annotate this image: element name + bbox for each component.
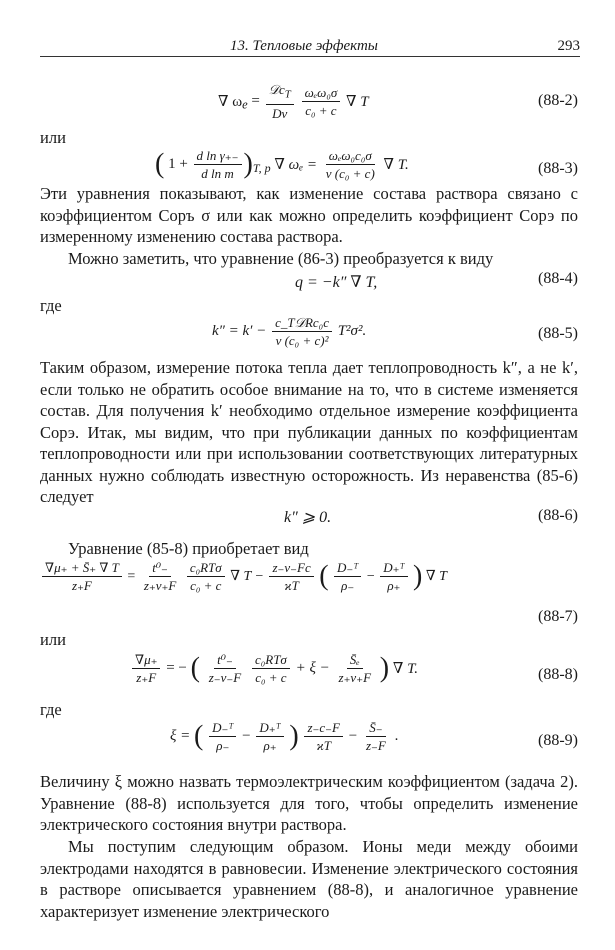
equation-88-9: ξ = ( $\frac{\text{D₋ᵀ}}{\rho_-}$ − $\frac{\text{D₊ᵀ}}{\rho_+}$ ) $\frac{z_-c_-F}{ϰT}$ − $\frac{S̄_-}{z_-F}$ . (88-9) [170,720,578,753]
running-head: 13. Тепловые эффекты [230,38,378,54]
equation-number: (88-7) [538,608,578,625]
paragraph: Мы поступим следующим образом. Ионы меди между обоими электродами находятся в равновесии. Изменение электрического состояния в растворе описывается уравнением (88-8), и аналогичное уравнение характеризует изменение электрического [40,837,578,921]
fraction: $\frac{\text{D₊ᵀ}}{\rho_+}$ [256,720,283,753]
fraction: $\frac{𝒟c_T}{D\nu}$ [266,82,294,121]
equation-88-7: $\frac{\nabla\mu_+ + S̄_+ \nabla T}{z_+F}$ = $\frac{\text{t⁰₋}}{z_+\nu_+F}$ $\frac{\text{c₀RTσ}}{\text{c₀ + c}}$ ∇ T − $\frac{z_-\nu_-Fc}{ϰT}$ ( $\frac{\text{D₋ᵀ}}{\rho_-}$ − $\frac{\text{D₊ᵀ}}{\rho_+}$ ) ∇ T (88-7) [40,560,578,630]
fraction: $\frac{\nabla\mu_+}{z_+F}$ [132,652,160,685]
paragraph: Эти уравнения показывают, как изменение состава раствора связано с коэффициентом Соръ σ или как можно определить коэффициент Сорэ по измеренному изменению состава раствора. [40,184,578,246]
equation-88-3: ( 1 + $\frac{\text{d ln γ₊₋}}{\text{d ln m}}$ )$_{T, p}$ ∇ ωₑ = $\frac{\text{ωₑω₀c₀σ}}{\text{ν (c₀ + c)}}$ ∇ T. (88-3) [155,148,578,181]
fraction: $\frac{z_-\nu_-Fc}{ϰT}$ [269,560,313,593]
fraction: $\frac{\text{ωₑω₀σ}}{\text{c₀ + c}}$ [302,85,341,118]
fraction: $\frac{\text{ωₑω₀c₀σ}}{\text{ν (c₀ + c)}}$ [325,148,375,181]
fraction: $\frac{z_-c_-F}{ϰT}$ [304,720,343,753]
fraction: $\frac{S̄_-}{z_-F}$ [365,720,386,753]
paragraph: Величину ξ можно назвать термоэлектрическим коэффициентом (задача 2). Уравнение (88-8) используется для того, чтобы определить изменение электрического состояния внутри раствора. [40,772,578,834]
fraction: $\frac{\text{D₋ᵀ}}{\rho_-}$ [209,720,236,753]
fraction: $\frac{\text{S̄ₑ}}{z_+\nu_+F}$ [338,652,372,685]
fraction: $\frac{\text{t⁰₋}}{z_+\nu_+F}$ [143,560,177,593]
fraction: $\frac{\text{c\_T𝒟Rc₀c}}{\text{ν (c₀ + c)²}}$ [272,315,332,348]
equation-88-4: q = −k″ ∇ T, (88-4) [295,270,578,291]
page-number: 293 [557,38,580,54]
connector-word: где [40,700,62,719]
equation-88-2: ∇ $\omega_e$ = $\frac{𝒟c_T}{D\nu}$ $\frac{\text{ωₑω₀σ}}{\text{c₀ + c}}$ ∇ T (88-2) [218,82,578,121]
fraction: $\frac{\text{c₀RTσ}}{\text{c₀ + c}}$ [187,560,225,593]
equation-number: (88-8) [538,666,578,683]
paragraph: Таким образом, измерение потока тепла дает теплопроводность k″, а не k′, если только не обратить особое внимание на то, что в системе изменяется состав. Для получения k′ необходимо отдельное измерение коэффициента Сорэ. Итак, мы видим, что при публикации данных по коэффициентам теплопроводности или при использовании соответствующих литературных данных нужно соблюдать известную осторожность. Из неравенства (85-6) следует [40,358,578,506]
fraction: $\frac{\text{c₀RTσ}}{\text{c₀ + c}}$ [252,652,290,685]
fraction: $\frac{\text{D₊ᵀ}}{\rho_+}$ [380,560,407,593]
connector-word: или [40,128,66,147]
page-header [40,30,580,57]
equation-number: (88-6) [538,507,578,524]
equation-number: (88-3) [538,160,578,177]
connector-word: или [40,630,66,649]
fraction: $\frac{\text{t⁰₋}}{z_-\nu_-F}$ [208,652,242,685]
equation-number: (88-4) [538,270,578,287]
fraction: $\frac{\text{D₋ᵀ}}{\rho_-}$ [334,560,361,593]
equation-88-8: $\frac{\nabla\mu_+}{z_+F}$ = − ( $\frac{\text{t⁰₋}}{z_-\nu_-F}$ $\frac{\text{c₀RTσ}}{\text{c₀ + c}}$ + ξ − $\frac{\text{S̄ₑ}}{z_+\nu_+F}$ ) ∇ T. (88-8) [40,652,578,698]
connector-word: где [40,296,62,315]
paragraph: Уравнение (85-8) приобретает вид [68,539,309,558]
equation-number: (88-5) [538,325,578,342]
fraction: $\frac{\text{d ln γ₊₋}}{\text{d ln m}}$ [194,148,242,181]
equation-88-5: k″ = k′ − $\frac{\text{c\_T𝒟Rc₀c}}{\text{ν (c₀ + c)²}}$ T²σ². (88-5) [212,315,578,348]
paragraph: Можно заметить, что уравнение (86-3) преобразуется к виду [68,249,494,268]
equation-number: (88-2) [538,92,578,109]
equation-number: (88-9) [538,732,578,749]
fraction: $\frac{\nabla\mu_+ + S̄_+ \nabla T}{z_+F}$ [42,560,122,593]
equation-88-6: k″ ⩾ 0. (88-6) [284,507,578,526]
